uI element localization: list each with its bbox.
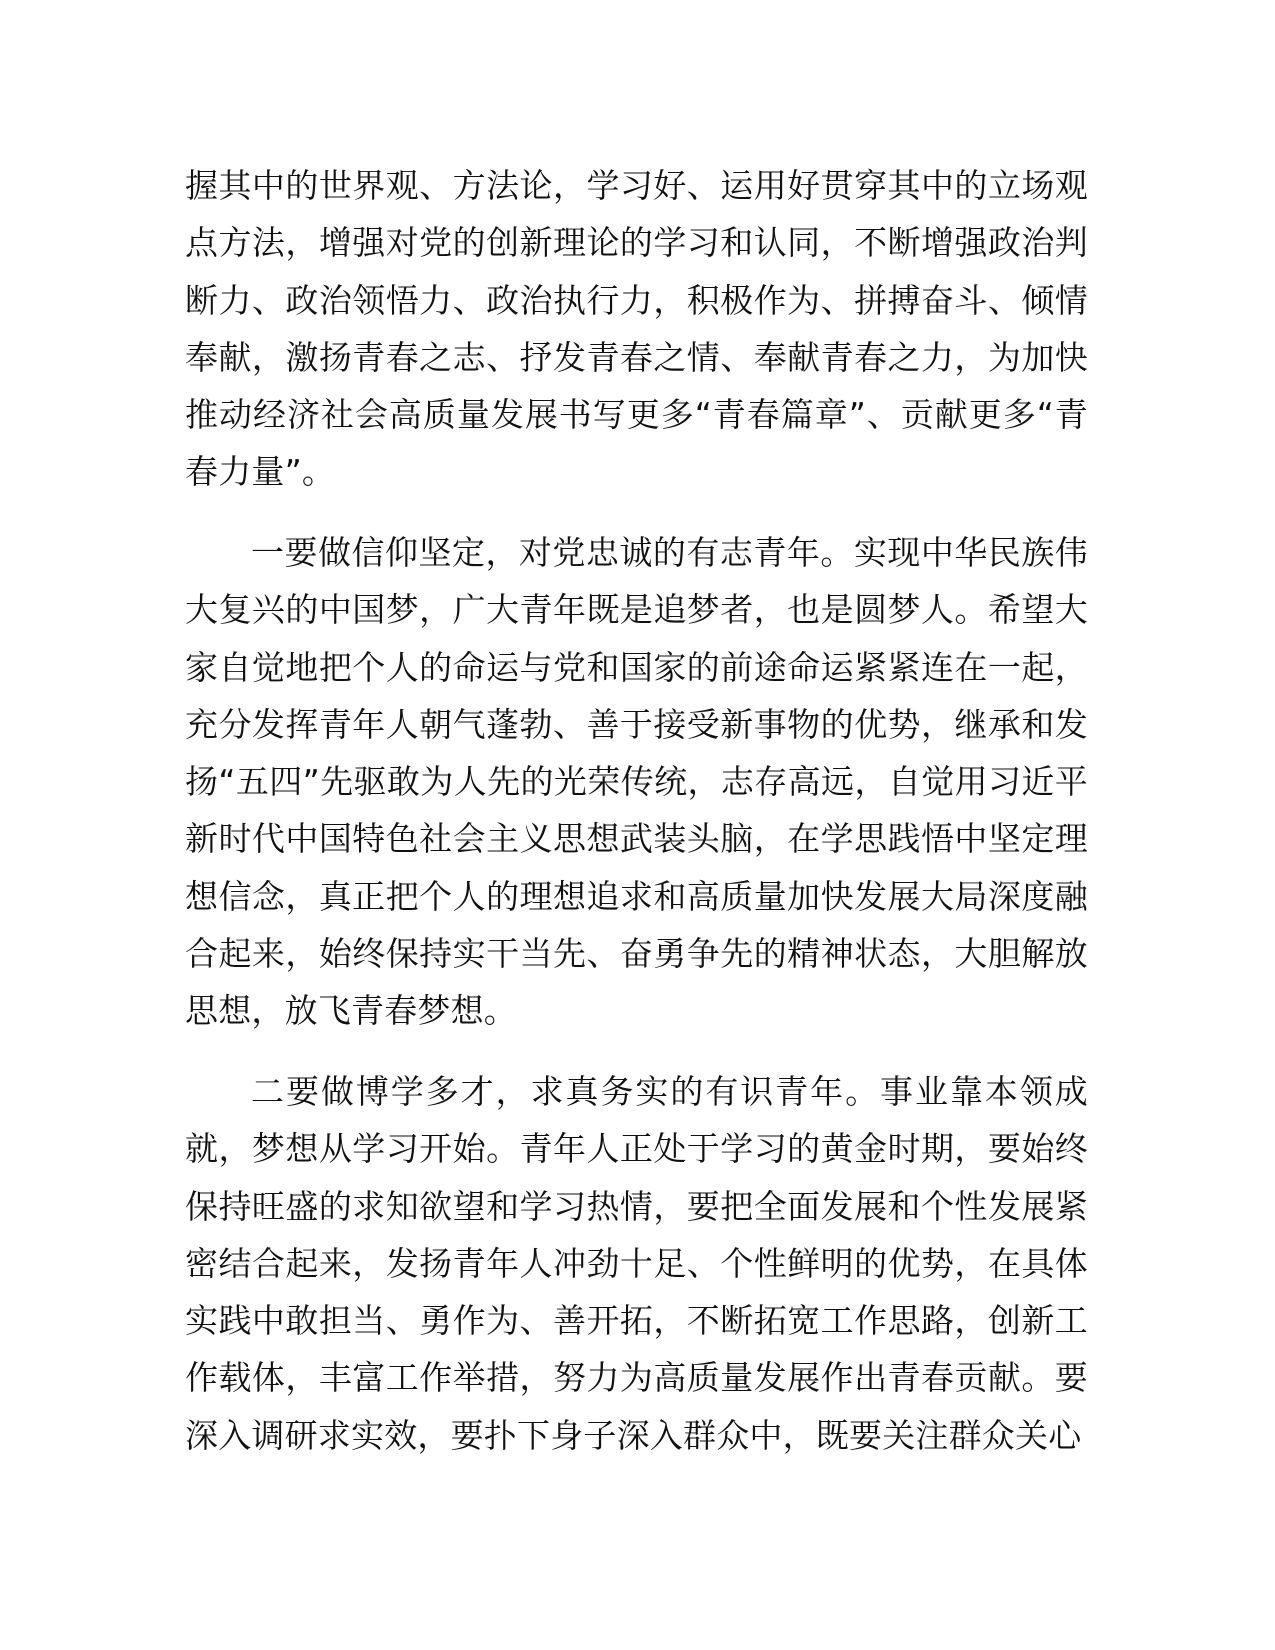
- paragraph-text: 二要做博学多才，求真务实的有识青年。事业靠本领成就，梦想从学习开始。青年人正处于学习的黄金时期，要始终保持旺盛的求知欲望和学习热情，要把全面发展和个性发展紧密结合起来，发扬青年人冲劲十足、个性鲜明的优势，在具体实践中敢担当、勇作为、善开拓，不断拓宽工作思路，创新工作载体，丰富工作举措，努力为高质量发展作出青春贡献。要深入调研求实效，要扑下身子深入群众中，既要关注群众关心: [185, 1072, 1088, 1455]
- paragraph-text: 一要做信仰坚定，对党忠诚的有志青年。实现中华民族伟大复兴的中国梦，广大青年既是追梦者，也是圆梦人。希望大家自觉地把个人的命运与党和国家的前途命运紧紧连在一起，充分发挥青年人朝气蓬勃、善于接受新事物的优势，继承和发扬“五四”先驱敢为人先的光荣传统，志存高远，自觉用习近平新时代中国特色社会主义思想武装头脑，在学思践悟中坚定理想信念，真正把个人的理想追求和高质量加快发展大局深度融合起来，始终保持实干当先、奋勇争先的精神状态，大胆解放思想，放飞青春梦想。: [185, 533, 1088, 1031]
- body-paragraph-1: [185, 157, 1088, 501]
- body-paragraph-3: [185, 1063, 1088, 1464]
- body-paragraph-2: [185, 524, 1088, 1040]
- paragraph-text: 握其中的世界观、方法论，学习好、运用好贯穿其中的立场观点方法，增强对党的创新理论的学习和认同，不断增强政治判断力、政治领悟力、政治执行力，积极作为、拼搏奋斗、倾情奉献，激扬青春之志、抒发青春之情、奉献青春之力，为加快推动经济社会高质量发展书写更多“青春篇章”、贡献更多“青春力量”。: [185, 166, 1088, 492]
